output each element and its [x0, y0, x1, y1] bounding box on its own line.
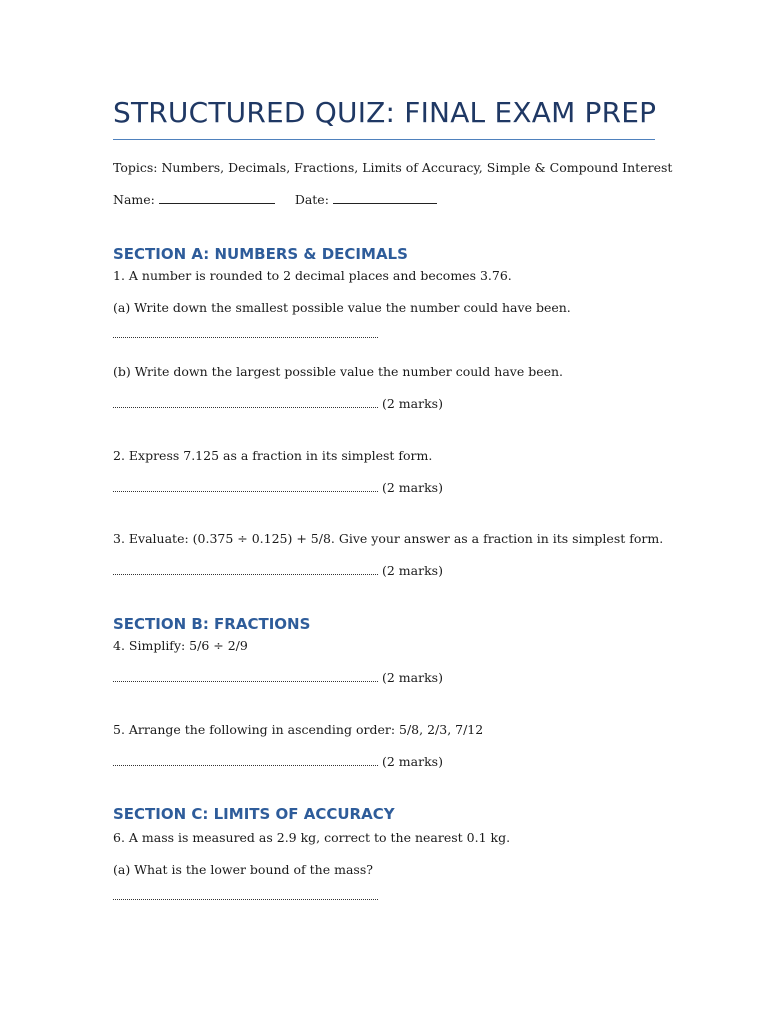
question-2: 2. Express 7.125 as a fraction in its simplest form.: [113, 448, 433, 463]
question-3: 3. Evaluate: (0.375 ÷ 0.125) + 5/8. Give your answer as a fraction in its simplest form.: [113, 531, 664, 546]
answer-line-5[interactable]: [113, 754, 443, 769]
title-divider: [113, 139, 655, 140]
date-label: Date:: [294, 192, 329, 207]
section-b-heading: SECTION B: FRACTIONS: [113, 615, 311, 633]
section-c-heading: SECTION C: LIMITS OF ACCURACY: [113, 805, 395, 823]
question-6a: (a) What is the lower bound of the mass?: [113, 862, 373, 877]
marks-q5: (2 marks): [382, 754, 443, 769]
answer-line-2[interactable]: [113, 480, 443, 495]
question-5: 5. Arrange the following in ascending order: 5/8, 2/3, 7/12: [113, 722, 484, 737]
marks-q1: (2 marks): [382, 396, 443, 411]
answer-line-4[interactable]: [113, 670, 443, 685]
answer-line-6a[interactable]: [113, 888, 378, 903]
question-1a: (a) Write down the smallest possible value the number could have been.: [113, 300, 571, 315]
answer-line-1a[interactable]: [113, 326, 378, 341]
marks-q4: (2 marks): [382, 670, 443, 685]
topics-line: Topics: Numbers, Decimals, Fractions, Limits of Accuracy, Simple & Compound Interest: [113, 160, 673, 175]
name-label: Name:: [113, 192, 155, 207]
question-4: 4. Simplify: 5/6 ÷ 2/9: [113, 638, 248, 653]
date-blank[interactable]: [333, 193, 437, 204]
name-blank[interactable]: [159, 193, 275, 204]
name-date-row: [113, 192, 437, 207]
marks-q3: (2 marks): [382, 563, 443, 578]
question-6: 6. A mass is measured as 2.9 kg, correct to the nearest 0.1 kg.: [113, 830, 511, 845]
question-1b: (b) Write down the largest possible value the number could have been.: [113, 364, 564, 379]
answer-line-3[interactable]: [113, 563, 443, 578]
page-title: STRUCTURED QUIZ: FINAL EXAM PREP: [113, 96, 657, 129]
marks-q2: (2 marks): [382, 480, 443, 495]
question-1: 1. A number is rounded to 2 decimal places and becomes 3.76.: [113, 268, 512, 283]
section-a-heading: SECTION A: NUMBERS & DECIMALS: [113, 245, 408, 263]
answer-line-1b[interactable]: [113, 396, 443, 411]
